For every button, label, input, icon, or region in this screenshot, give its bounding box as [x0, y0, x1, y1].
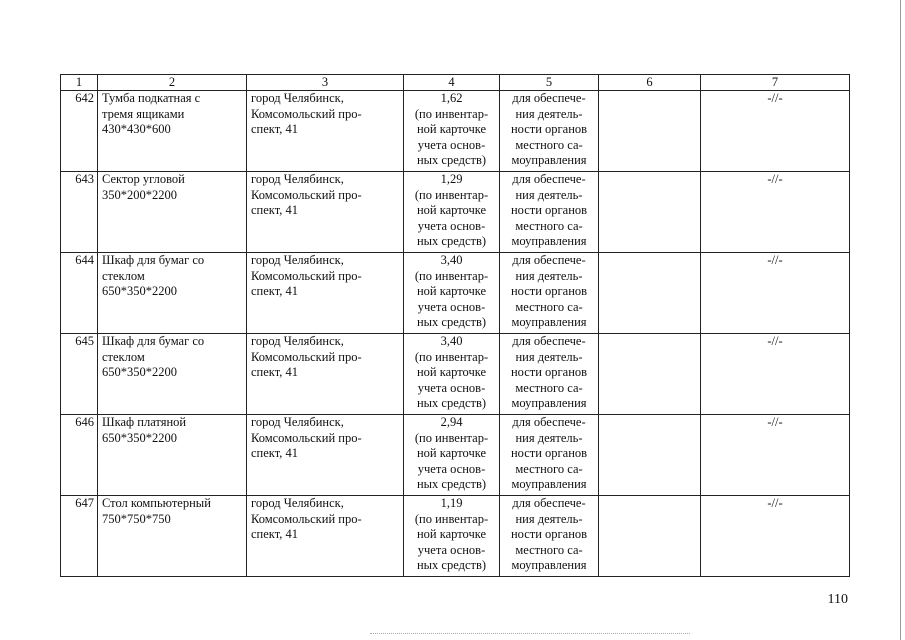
page-number: 110: [827, 592, 848, 607]
table-row: [61, 172, 850, 253]
item-value: 3,40 (по инвентар- ной карточке учета основ- ных средств): [404, 253, 500, 334]
item-col6: [599, 415, 701, 496]
item-value: 1,29 (по инвентар- ной карточке учета основ- ных средств): [404, 172, 500, 253]
row-number: 642: [61, 91, 98, 172]
item-address: город Челябинск, Комсомольский про- спект, 41: [247, 334, 404, 415]
column-number: 3: [247, 75, 404, 91]
column-number: 5: [500, 75, 599, 91]
table-row: [61, 334, 850, 415]
table-row: [61, 415, 850, 496]
item-col6: [599, 253, 701, 334]
item-name: Шкаф для бумаг со стеклом 650*350*2200: [98, 334, 247, 415]
column-number-row: [61, 75, 850, 91]
table-row: [61, 496, 850, 577]
item-col6: [599, 496, 701, 577]
column-number: 7: [701, 75, 850, 91]
item-col7: -//-: [701, 91, 850, 172]
item-address: город Челябинск, Комсомольский про- спект, 41: [247, 253, 404, 334]
item-address: город Челябинск, Комсомольский про- спект, 41: [247, 172, 404, 253]
column-number: 1: [61, 75, 98, 91]
row-number: 645: [61, 334, 98, 415]
item-name: Шкаф для бумаг со стеклом 650*350*2200: [98, 253, 247, 334]
scan-edge-line: [900, 0, 901, 640]
item-value: 1,19 (по инвентар- ной карточке учета основ- ных средств): [404, 496, 500, 577]
row-number: 646: [61, 415, 98, 496]
column-number: 4: [404, 75, 500, 91]
item-purpose: для обеспече- ния деятель- ности органов местного са- моуправления: [500, 415, 599, 496]
item-col7: -//-: [701, 334, 850, 415]
item-name: Тумба подкатная с тремя ящиками 430*430*600: [98, 91, 247, 172]
item-purpose: для обеспече- ния деятель- ности органов местного са- моуправления: [500, 496, 599, 577]
table-row: [61, 91, 850, 172]
scan-footer-smudge: [370, 633, 690, 636]
row-number: 643: [61, 172, 98, 253]
table-row: [61, 253, 850, 334]
item-purpose: для обеспече- ния деятель- ности органов местного са- моуправления: [500, 91, 599, 172]
item-col7: -//-: [701, 172, 850, 253]
item-value: 2,94 (по инвентар- ной карточке учета основ- ных средств): [404, 415, 500, 496]
item-name: Шкаф платяной 650*350*2200: [98, 415, 247, 496]
item-value: 3,40 (по инвентар- ной карточке учета основ- ных средств): [404, 334, 500, 415]
item-col6: [599, 172, 701, 253]
item-col7: -//-: [701, 496, 850, 577]
item-address: город Челябинск, Комсомольский про- спект, 41: [247, 415, 404, 496]
column-number: 6: [599, 75, 701, 91]
item-purpose: для обеспече- ния деятель- ности органов местного са- моуправления: [500, 334, 599, 415]
item-col7: -//-: [701, 253, 850, 334]
item-purpose: для обеспече- ния деятель- ности органов местного са- моуправления: [500, 172, 599, 253]
item-name: Сектор угловой 350*200*2200: [98, 172, 247, 253]
item-col7: -//-: [701, 415, 850, 496]
column-number: 2: [98, 75, 247, 91]
item-purpose: для обеспече- ния деятель- ности органов местного са- моуправления: [500, 253, 599, 334]
item-address: город Челябинск, Комсомольский про- спект, 41: [247, 91, 404, 172]
item-address: город Челябинск, Комсомольский про- спект, 41: [247, 496, 404, 577]
item-col6: [599, 334, 701, 415]
item-name: Стол компьютерный 750*750*750: [98, 496, 247, 577]
row-number: 644: [61, 253, 98, 334]
property-table: [60, 74, 850, 577]
item-value: 1,62 (по инвентар- ной карточке учета основ- ных средств): [404, 91, 500, 172]
item-col6: [599, 91, 701, 172]
row-number: 647: [61, 496, 98, 577]
